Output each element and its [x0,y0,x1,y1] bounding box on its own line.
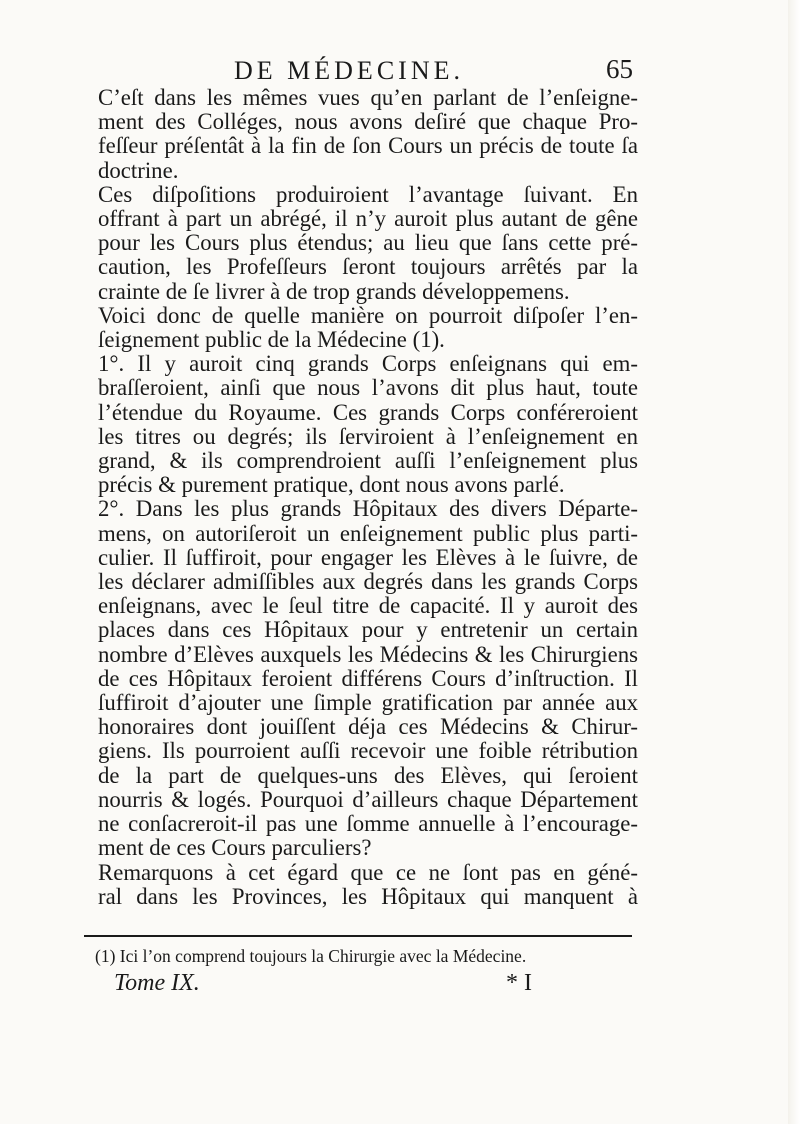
text-line: ſeignement public de la Médecine (1). [98,327,445,353]
text-line: les titres ou degrés; ils ſerviroient à l’enſeignement en [98,423,638,449]
footnote-rule [84,935,632,937]
text-line: offrant à part un abrégé, il n’y auroit plus autant de gêne [98,206,638,232]
paragraph [74,183,638,304]
text-line: places dans ces Hôpitaux pour y entretenir un certain [98,617,638,643]
text-line: grand, & ils comprendroient auſſi l’enſeignement plus [98,448,638,474]
text-line: ſuffiroit d’ajouter une ſimple gratification par année aux [98,690,638,716]
text-line: honoraires dont jouiſſent déja ces Médecins & Chirur- [98,714,638,740]
text-line: 1°. Il y auroit cinq grands Corps enſeignans qui em- [98,351,638,377]
body-text [74,86,638,909]
text-line: Voici donc de quelle manière on pourroit diſpoſer l’en- [98,302,638,328]
text-line: mens, on autoriſeroit un enſeignement public plus parti- [98,520,638,546]
text-line: culier. Il ſuffiroit, pour engager les Elèves à le ſuivre, de [98,544,638,570]
volume-label: Tome IX. [114,970,200,996]
text-line: pour les Cours plus étendus; au lieu que ſans cette pré- [98,230,638,256]
text-line: de la part de quelques-uns des Elèves, qui ſeroient [98,762,638,788]
page-edge [788,0,800,1124]
text-line: doctrine. [98,157,179,183]
paragraph [74,86,638,183]
text-line: nourris & logés. Pourquoi d’ailleurs chaque Département [98,786,638,812]
text-line: enſeignans, avec le ſeul titre de capacité. Il y auroit des [98,593,638,619]
paragraph [74,861,638,909]
paragraph [74,352,638,497]
text-line: ment des Colléges, nous avons deſiré que chaque Pro- [98,109,638,135]
page-footer [0,970,800,1004]
text-line: nombre d’Elèves auxquels les Médecins & les Chirurgiens [98,641,638,667]
text-line: ral dans les Provinces, les Hôpitaux qui manquent à [98,883,638,909]
text-line: crainte de ſe livrer à de trop grands développemens. [98,278,570,304]
page-number: 65 [606,54,633,84]
text-line: de ces Hôpitaux feroient différens Cours d’inſtruction. Il [98,665,638,691]
page-header [0,50,800,90]
text-line: ne conſacreroit-il pas une ſomme annuelle à l’encourage- [98,811,638,837]
paragraph [74,497,638,860]
signature-mark: * I [506,970,532,996]
text-line: caution, les Profeſſeurs ſeront toujours arrêtés par la [98,254,638,280]
text-line: feſſeur préſentât à la fin de ſon Cours un précis de toute ſa [98,133,638,159]
text-line: braſſeroient, ainſi que nous l’avons dit plus haut, toute [98,375,638,401]
footnote: (1) Ici l’on comprend toujours la Chirurgie avec la Médecine. [95,946,527,966]
text-line: Ces diſpoſitions produiroient l’avantage ſuivant. En [98,181,638,207]
running-head: DE MÉDECINE. [234,56,464,85]
text-line: Remarquons à cet égard que ce ne ſont pas en géné- [98,859,638,885]
text-line: les déclarer admiſſibles aux degrés dans les grands Corps [98,569,638,595]
text-line: 2°. Dans les plus grands Hôpitaux des divers Départe- [98,496,638,522]
text-line: précis & purement pratique, dont nous avons parlé. [98,472,565,498]
text-line: l’étendue du Royaume. Ces grands Corps conféreroient [98,399,638,425]
paragraph [74,304,638,352]
text-line: ment de ces Cours parculiers? [98,835,372,861]
text-line: giens. Ils pourroient auſſi recevoir une foible rétribution [98,738,638,764]
text-line: C’eſt dans les mêmes vues qu’en parlant de l’enſeigne- [98,85,638,110]
